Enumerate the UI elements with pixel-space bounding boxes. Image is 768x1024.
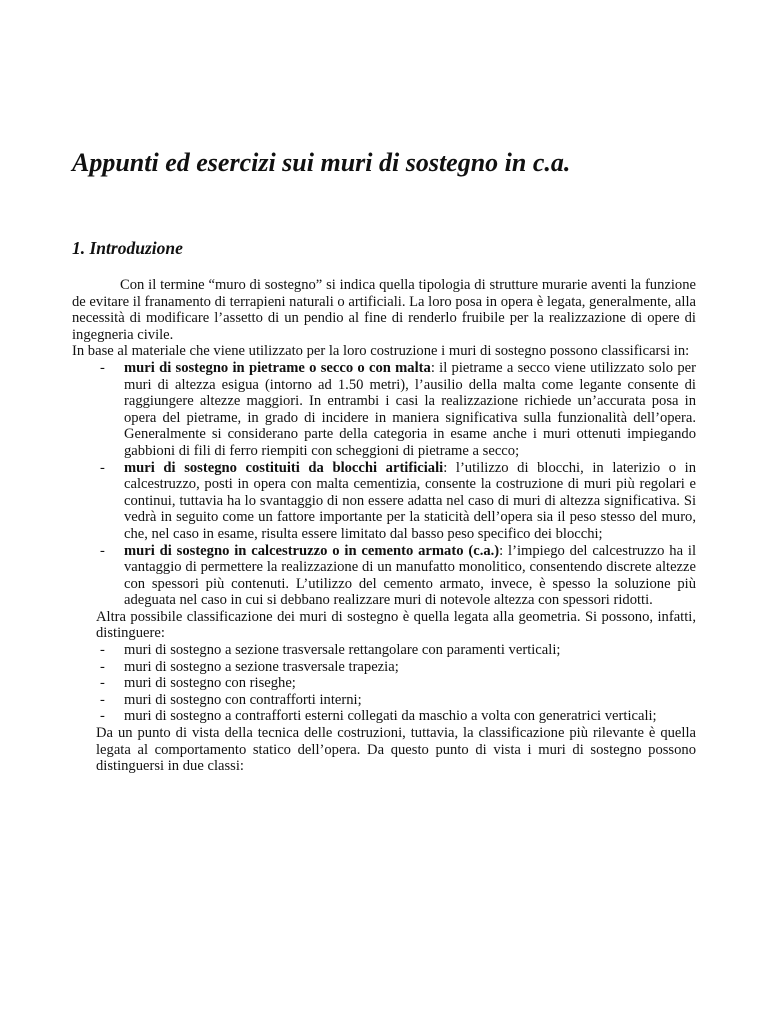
list-item — [72, 642, 696, 659]
list-item — [72, 708, 696, 725]
dash-bullet: - — [100, 459, 105, 476]
material-intro-paragraph: In base al materiale che viene utilizzato per la loro costruzione i muri di sostegno possono classificarsi in: — [72, 343, 690, 360]
list-item — [72, 659, 696, 676]
list-item-term: muri di sostegno in calcestruzzo o in cemento armato (c.a.) — [124, 542, 500, 559]
list-item — [72, 675, 696, 692]
list-item-description: : l’utilizzo di blocchi, in laterizio o in calcestruzzo, posti in opera con malta cementizia, consente la costruzione di muri più regolari e continui, tuttavia ha lo svantaggio di non essere adatta nel caso di muri di altezza significativa. Si vedrà in seguito come un fattore importante per la staticità dell’opera sia il peso stesso del muro, che, nel caso in esame, risulta essere limitato dal basso peso specifico dei blocchi; — [124, 459, 696, 542]
dash-bullet: - — [100, 691, 105, 708]
dash-bullet: - — [100, 642, 105, 659]
list-item — [72, 543, 696, 609]
material-classification-list — [72, 360, 696, 609]
dash-bullet: - — [100, 542, 105, 559]
dash-bullet: - — [100, 708, 105, 725]
list-item — [72, 692, 696, 709]
list-item-description: : l’impiego del calcestruzzo ha il vantaggio di permettere la realizzazione di un manufatto monolitico, consentendo discrete altezze con spessori più contenuti. L’utilizzo del cemento armato, invece, è spesso la soluzione più adeguata nel caso in cui si debbano realizzare muri di notevole altezza con spessori ridotti. — [124, 542, 697, 609]
list-item — [72, 460, 696, 543]
document-body — [72, 277, 696, 775]
list-item-text: muri di sostegno a contrafforti esterni collegati da maschio a volta con generatrici verticali; — [124, 708, 657, 725]
closing-paragraph: Da un punto di vista della tecnica delle costruzioni, tuttavia, la classificazione più rilevante è quella legata al comportamento statico dell’opera. Da questo punto di vista i muri di sostegno possono distinguersi in due classi: — [96, 725, 696, 775]
dash-bullet: - — [100, 359, 105, 376]
dash-bullet: - — [100, 658, 105, 675]
document-title: Appunti ed esercizi sui muri di sostegno in c.a. — [72, 148, 571, 177]
list-item-text: muri di sostegno a sezione trasversale trapezia; — [124, 658, 399, 675]
intro-paragraph: Con il termine “muro di sostegno” si indica quella tipologia di strutture murarie aventi la funzione de evitare il franamento di terrapieni naturali o artificiali. La loro posa in opera è legata, generalmente, alla necessità di modificare l’assetto di un pendio al fine di renderlo fruibile per la realizzazione di opere di ingegneria civile. — [72, 277, 696, 343]
list-item-text: muri di sostegno con riseghe; — [124, 675, 296, 692]
list-item-description: : il pietrame a secco viene utilizzato solo per muri di altezza esigua (intorno ad 1.50 metri), l’ausilio della malta come legante consente di raggiungere altezze maggiori. In entrambi i casi la realizzazione richiede un’accurata posa in opera del pietrame, in grado di incidere in maniera significativa sulla funzionalità dell’opera. Generalmente si considerano parte della categoria in esame anche i muri ottenuti impiegando gabbioni di fili di ferro riempiti con scheggioni di pietrame a secco; — [124, 359, 696, 459]
geometry-classification-list — [72, 642, 696, 725]
list-item-term: muri di sostegno costituiti da blocchi artificiali — [124, 459, 444, 476]
list-item — [72, 360, 696, 460]
list-item-text: muri di sostegno a sezione trasversale rettangolare con paramenti verticali; — [124, 642, 561, 659]
dash-bullet: - — [100, 675, 105, 692]
section-heading-introduzione: 1. Introduzione — [72, 238, 183, 258]
list-item-term: muri di sostegno in pietrame o secco o con malta — [124, 359, 431, 376]
geometry-intro-paragraph: Altra possibile classificazione dei muri di sostegno è quella legata alla geometria. Si possono, infatti, distinguere: — [96, 608, 696, 642]
list-item-text: muri di sostegno con contrafforti interni; — [124, 691, 362, 708]
